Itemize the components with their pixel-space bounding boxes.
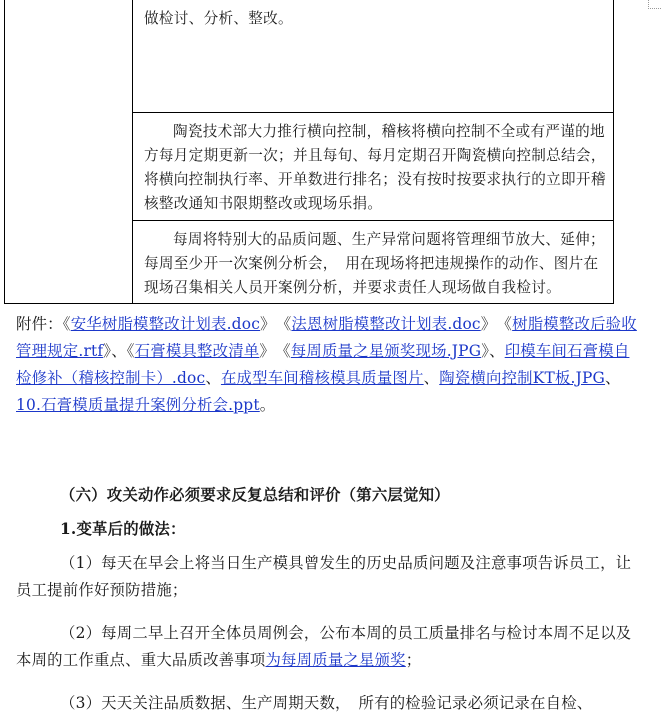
attachment-link-kt-board[interactable]: 陶瓷横向控制KT板.JPG [439,369,606,387]
attachment-link-mold-quality-photos[interactable]: 在成型车间稽核模具质量图片 [220,369,424,387]
table-border-bottom [4,303,614,304]
subheading-text: 1.变革后的做法： [60,520,186,538]
attachment-link-anhua-resin-plan[interactable]: 安华树脂模整改计划表.doc [70,315,261,333]
attachment-link-case-analysis-ppt[interactable]: 10.石膏模质量提升案例分析会.ppt [16,396,260,414]
table-cell-text: 每周将特别大的品质问题、生产异常问题将管理细节放大、延伸；每周至少开一次案例分析会， 用在现场将把违规操作的动作、图片在现场召集相关人员开案例分析，并要求责任人现场做自我检讨。 [144,231,605,296]
separator: 《 [62,315,71,333]
separator: 》 《 [480,315,513,333]
item-3 [16,690,644,717]
attachment-link-quality-star-photo[interactable]: 每周质量之星颁奖现场.JPG [290,342,482,360]
table-row-divider-1 [132,112,614,113]
table-cell-row2 [144,120,606,216]
separator: 》 《 [260,315,292,333]
separator: 、 [605,369,621,387]
attachments-prefix: 附件： [16,315,63,333]
separator: 。 [259,396,276,414]
item-2 [16,620,644,674]
section-heading [60,482,650,509]
table-cell-text: 陶瓷技术部大力推行横向控制，稽核将横向控制不全或有严谨的地方每月定期更新一次；并且每旬、每月定期召开陶瓷横向控制总结会，将横向控制执行率、开单数进行排名；没有按时按要求执行的立即开稽核整改通知书限期整改或现场乐捐。 [144,123,606,212]
table-border-left [4,0,5,304]
item-1-text: （1）每天在早会上将当日生产模具曾发生的历史品质问题及注意事项告诉员工，让员工提前作好预防措施； [16,554,632,599]
attachment-link-faen-resin-plan[interactable]: 法恩树脂模整改计划表.doc [291,315,481,333]
item-1 [16,550,644,604]
table-cell-text: 做检讨、分析、整改。 [144,10,293,27]
subheading [60,516,650,543]
attachment-link-resin-acceptance-rules[interactable]: 树脂模整改后验收管理规定.rtf [16,315,637,360]
table-column-divider [132,0,133,304]
table-cell-row1 [144,7,606,31]
page-corner-mark [648,0,661,9]
process-table [4,0,614,304]
attachment-link-self-check-card[interactable]: 印模车间石膏模自检修补（稽核控制卡）.doc [16,342,630,387]
table-border-right [613,0,614,304]
separator: 、 [205,369,221,387]
item-2-end: ； [405,651,422,669]
section-heading-text: （六）攻关动作必须要求反复总结和评价（第六层觉知） [60,486,450,504]
table-row-divider-2 [132,220,614,221]
attachment-link-gypsum-mold-list[interactable]: 石膏模具整改清单 [134,342,260,360]
quality-star-link[interactable]: 为每周质量之星颁奖 [265,651,406,669]
attachments-paragraph [16,311,644,419]
separator: 》 《 [259,342,291,360]
separator: 》、 [481,342,505,360]
separator: 》、《 [103,342,135,360]
item-2-text: （2）每周二早上召开全体员周例会，公布本周的员工质量排名与检讨本周不足以及本周的工作重点、重大品质改善事项 [16,624,632,669]
separator: 、 [423,369,440,387]
item-3-text: （3）天天关注品质数据、生产周期天数， 所有的检验记录必须记录在自检、 [60,694,593,712]
table-cell-row3 [144,228,606,300]
